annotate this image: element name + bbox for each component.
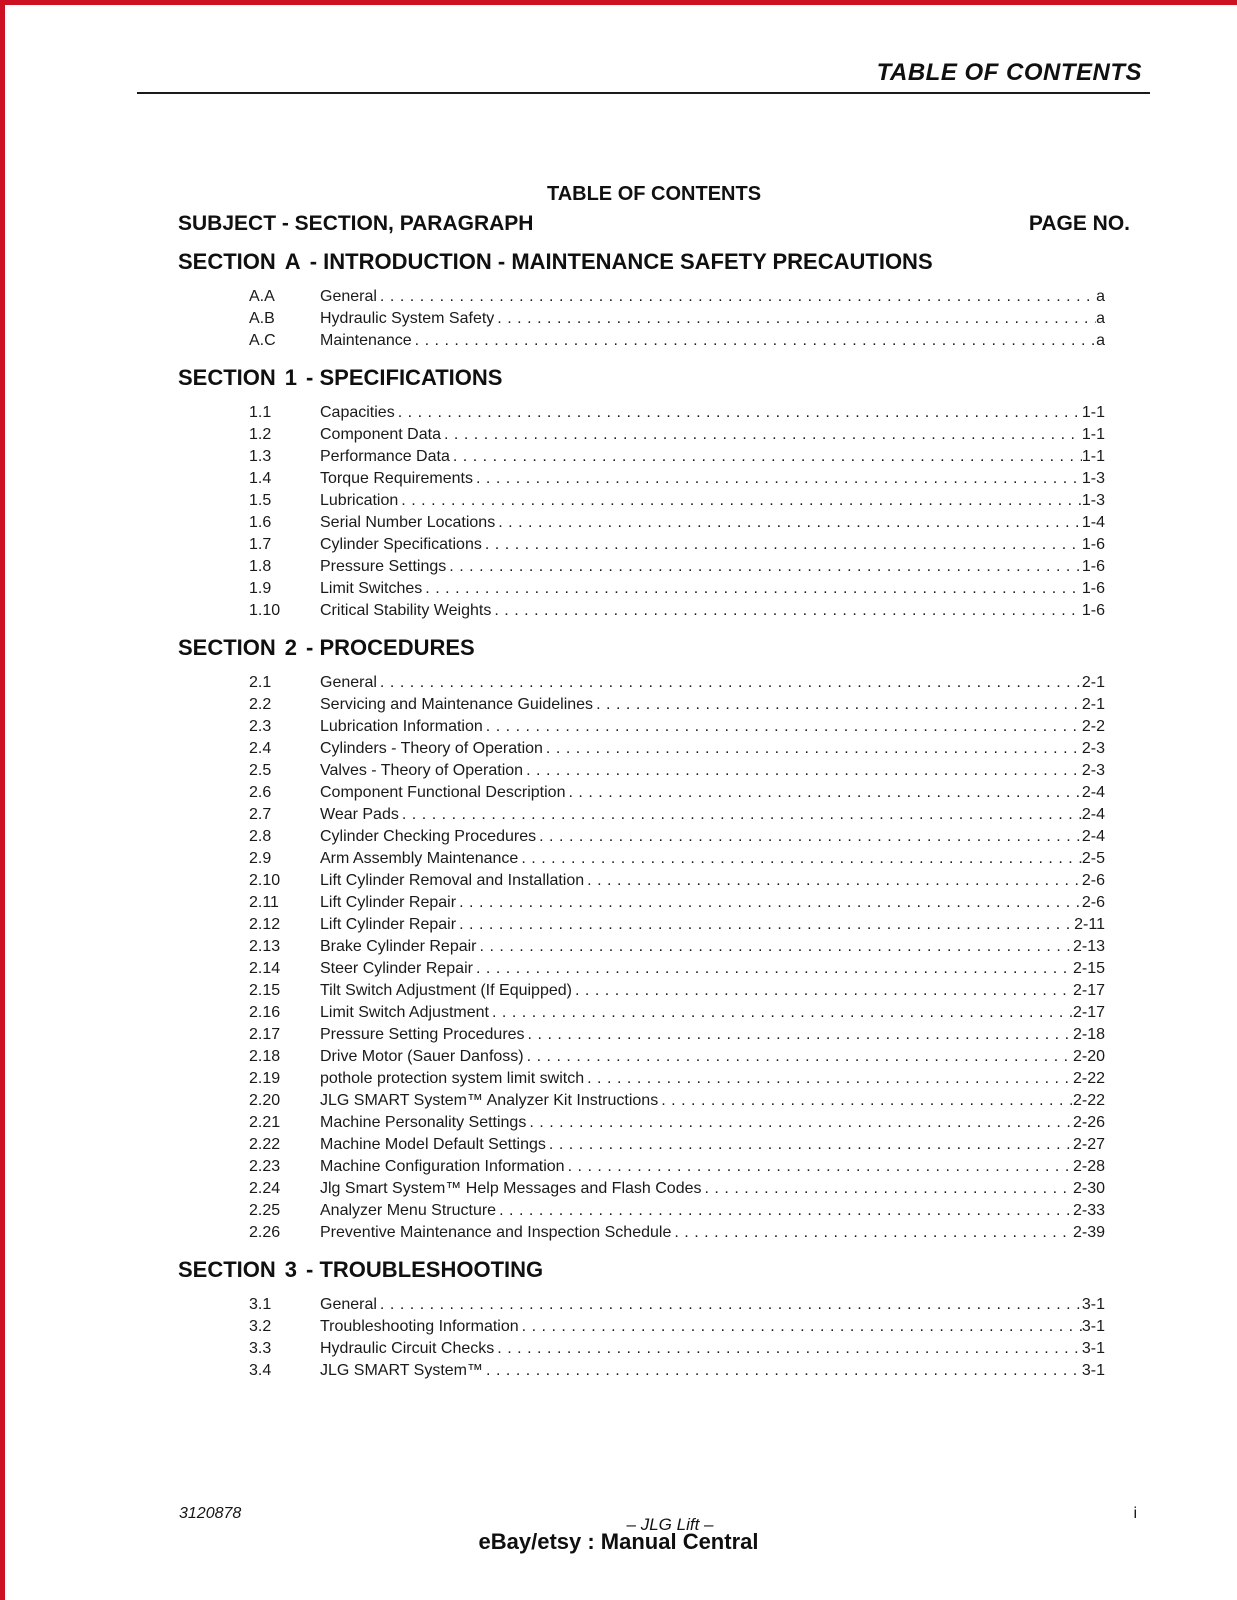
entry-page: 2-1 xyxy=(1081,674,1105,691)
entry-num: 2.12 xyxy=(249,916,281,933)
entry-num: 2.24 xyxy=(249,1180,281,1197)
toc-entry-row xyxy=(249,490,1105,512)
entry-page: 3-1 xyxy=(1081,1296,1105,1313)
entry-title: Critical Stability Weights xyxy=(320,602,492,619)
entry-dot-leader xyxy=(529,1112,1073,1134)
entry-page: a xyxy=(1096,332,1105,349)
toc-entry-row xyxy=(249,1316,1105,1338)
entry-dot-leader xyxy=(546,738,1082,760)
entry-title: Cylinder Specifications xyxy=(320,536,482,553)
entry-num: 2.1 xyxy=(249,674,272,691)
subject-column-header: SUBJECT - SECTION, PARAGRAPH xyxy=(178,212,534,235)
entry-dot-leader xyxy=(380,286,1096,308)
section-rows xyxy=(249,1294,1105,1382)
entry-dot-leader xyxy=(704,1178,1072,1200)
section-num: 1 xyxy=(284,365,298,390)
entry-num: 2.8 xyxy=(249,828,272,845)
toc-entry-row xyxy=(249,330,1105,352)
entry-dot-leader xyxy=(476,958,1073,980)
entry-dot-leader xyxy=(486,1360,1082,1382)
entry-page: 1-6 xyxy=(1081,580,1105,597)
toc-entry-row xyxy=(249,672,1105,694)
entry-title: Lubrication xyxy=(320,492,399,509)
toc-entry-row xyxy=(249,980,1105,1002)
entry-dot-leader xyxy=(522,1316,1082,1338)
toc-entry-row xyxy=(249,534,1105,556)
section-title: - TROUBLESHOOTING xyxy=(306,1257,544,1282)
doc-number: 3120878 xyxy=(179,1505,242,1522)
entry-num: 2.23 xyxy=(249,1158,281,1175)
entry-page: 2-33 xyxy=(1072,1202,1105,1219)
entry-num: 3.3 xyxy=(249,1340,272,1357)
entry-dot-leader xyxy=(486,716,1082,738)
entry-num: 1.6 xyxy=(249,514,272,531)
entry-num: 2.6 xyxy=(249,784,272,801)
entry-title: Jlg Smart System™ Help Messages and Flash Codes xyxy=(320,1180,702,1197)
scan-edge-line-left xyxy=(0,0,5,1600)
entry-page: 2-13 xyxy=(1072,938,1105,955)
section-title: - PROCEDURES xyxy=(306,635,475,660)
entry-title: Machine Model Default Settings xyxy=(320,1136,546,1153)
toc-entry-row xyxy=(249,1338,1105,1360)
toc-entry-row xyxy=(249,1360,1105,1382)
entry-num: 2.22 xyxy=(249,1136,281,1153)
toc-entry-row xyxy=(249,556,1105,578)
entry-title: Capacities xyxy=(320,404,395,421)
toc-entry-row xyxy=(249,468,1105,490)
toc-entry-row xyxy=(249,600,1105,622)
entry-num: 2.18 xyxy=(249,1048,281,1065)
toc-entry-row xyxy=(249,1090,1105,1112)
entry-num: 1.4 xyxy=(249,470,272,487)
entry-page: 2-6 xyxy=(1081,894,1105,911)
entry-num: 3.2 xyxy=(249,1318,272,1335)
section-label: SECTION xyxy=(178,635,276,660)
brand-line: – JLG Lift – xyxy=(626,1515,714,1534)
entry-num: 2.9 xyxy=(249,850,272,867)
toc-entry-row xyxy=(249,424,1105,446)
entry-page: 2-17 xyxy=(1072,1004,1105,1021)
toc-entry-row xyxy=(249,870,1105,892)
entry-page: 1-1 xyxy=(1081,448,1105,465)
entry-num: 1.7 xyxy=(249,536,272,553)
entry-page: 1-3 xyxy=(1081,492,1105,509)
entry-title: Component Functional Description xyxy=(320,784,566,801)
toc-entry-row xyxy=(249,958,1105,980)
entry-title: General xyxy=(320,288,377,305)
entry-title: Arm Assembly Maintenance xyxy=(320,850,519,867)
entry-num: 2.15 xyxy=(249,982,281,999)
toc-entry-row xyxy=(249,1222,1105,1244)
entry-page: 2-28 xyxy=(1072,1158,1105,1175)
entry-title: Cylinders - Theory of Operation xyxy=(320,740,543,757)
toc-entry-row xyxy=(249,716,1105,738)
entry-page: 3-1 xyxy=(1081,1362,1105,1379)
entry-page: 2-11 xyxy=(1074,916,1105,933)
entry-page: 2-3 xyxy=(1081,762,1105,779)
entry-dot-leader xyxy=(498,512,1082,534)
section-label: SECTION xyxy=(178,249,276,274)
entry-dot-leader xyxy=(674,1222,1073,1244)
entry-num: 2.25 xyxy=(249,1202,281,1219)
section-rows xyxy=(249,402,1105,622)
section-heading xyxy=(178,365,1105,391)
entry-page: 3-1 xyxy=(1081,1318,1105,1335)
toc-entry-row xyxy=(249,936,1105,958)
entry-dot-leader xyxy=(497,308,1096,330)
section-num: 3 xyxy=(284,1257,298,1282)
entry-num: 2.16 xyxy=(249,1004,281,1021)
toc-entry-row xyxy=(249,446,1105,468)
entry-dot-leader xyxy=(568,1156,1073,1178)
toc-entry-row xyxy=(249,694,1105,716)
entry-page: 2-39 xyxy=(1072,1224,1105,1241)
section-num: 2 xyxy=(284,635,298,660)
column-headers xyxy=(178,212,1130,236)
entry-page: 1-6 xyxy=(1081,536,1105,553)
entry-num: 2.2 xyxy=(249,696,272,713)
entry-dot-leader xyxy=(415,330,1096,352)
entry-num: 1.2 xyxy=(249,426,272,443)
entry-title: pothole protection system limit switch xyxy=(320,1070,585,1087)
entry-page: 2-17 xyxy=(1072,982,1105,999)
entry-dot-leader xyxy=(661,1090,1073,1112)
entry-page: 2-22 xyxy=(1072,1092,1105,1109)
toc-entry-row xyxy=(249,1046,1105,1068)
entry-dot-leader xyxy=(549,1134,1073,1156)
entry-title: General xyxy=(320,1296,377,1313)
entry-dot-leader xyxy=(568,782,1081,804)
entry-dot-leader xyxy=(492,1002,1073,1024)
entry-page: a xyxy=(1096,310,1105,327)
toc-entry-row xyxy=(249,1178,1105,1200)
entry-page: 2-2 xyxy=(1081,718,1105,735)
entry-page: 2-20 xyxy=(1072,1048,1105,1065)
toc-section xyxy=(178,635,1105,1244)
section-num: A xyxy=(284,249,301,274)
entry-num: 1.5 xyxy=(249,492,272,509)
entry-num: 2.11 xyxy=(249,894,279,911)
entry-dot-leader xyxy=(425,578,1082,600)
entry-num: A.B xyxy=(249,310,275,327)
entry-title: Analyzer Menu Structure xyxy=(320,1202,497,1219)
entry-num: 2.19 xyxy=(249,1070,281,1087)
toc-entry-row xyxy=(249,1156,1105,1178)
toc-entry-row xyxy=(249,1002,1105,1024)
entry-title: Valves - Theory of Operation xyxy=(320,762,524,779)
entry-num: 3.4 xyxy=(249,1362,272,1379)
entry-title: Component Data xyxy=(320,426,441,443)
section-title: - INTRODUCTION - MAINTENANCE SAFETY PRECAUTIONS xyxy=(309,249,933,274)
toc-entry-row xyxy=(249,1112,1105,1134)
entry-dot-leader xyxy=(499,1200,1073,1222)
entry-title: Machine Personality Settings xyxy=(320,1114,527,1131)
entry-dot-leader xyxy=(380,672,1082,694)
toc-section xyxy=(178,1257,1105,1382)
entry-title: Limit Switch Adjustment xyxy=(320,1004,489,1021)
entry-page: 2-26 xyxy=(1072,1114,1105,1131)
entry-page: 2-1 xyxy=(1081,696,1105,713)
entry-dot-leader xyxy=(444,424,1082,446)
toc-entry-row xyxy=(249,760,1105,782)
toc-entry-row xyxy=(249,892,1105,914)
entry-title: Tilt Switch Adjustment (If Equipped) xyxy=(320,982,572,999)
entry-page: a xyxy=(1096,288,1105,305)
entry-page: 2-4 xyxy=(1081,806,1105,823)
entry-title: Limit Switches xyxy=(320,580,423,597)
entry-dot-leader xyxy=(494,600,1082,622)
entry-title: Lubrication Information xyxy=(320,718,483,735)
entry-dot-leader xyxy=(402,804,1082,826)
entry-page: 1-1 xyxy=(1081,404,1105,421)
entry-title: Performance Data xyxy=(320,448,450,465)
entry-dot-leader xyxy=(459,892,1082,914)
entry-page: 2-18 xyxy=(1072,1026,1105,1043)
entry-title: Servicing and Maintenance Guidelines xyxy=(320,696,594,713)
entry-num: 2.4 xyxy=(249,740,272,757)
toc-section xyxy=(178,249,1105,352)
entry-dot-leader xyxy=(476,468,1082,490)
entry-page: 2-4 xyxy=(1081,784,1105,801)
entry-dot-leader xyxy=(528,1024,1073,1046)
entry-dot-leader xyxy=(527,1046,1073,1068)
entry-dot-leader xyxy=(459,914,1074,936)
entry-page: 2-15 xyxy=(1072,960,1105,977)
page-index: i xyxy=(1133,1505,1137,1522)
entry-num: 1.9 xyxy=(249,580,272,597)
entry-dot-leader xyxy=(587,870,1082,892)
entry-dot-leader xyxy=(449,556,1082,578)
entry-num: 1.10 xyxy=(249,602,281,619)
watermark: eBay/etsy : Manual Central xyxy=(478,1529,759,1554)
entry-page: 2-22 xyxy=(1072,1070,1105,1087)
entry-num: 2.7 xyxy=(249,806,272,823)
entry-num: 2.5 xyxy=(249,762,272,779)
entry-num: 2.17 xyxy=(249,1026,281,1043)
toc-entry-row xyxy=(249,1134,1105,1156)
entry-dot-leader xyxy=(398,402,1082,424)
toc-entry-row xyxy=(249,512,1105,534)
toc-entry-row xyxy=(249,914,1105,936)
entry-dot-leader xyxy=(480,936,1073,958)
entry-title: JLG SMART System™ Analyzer Kit Instructions xyxy=(320,1092,659,1109)
toc-entry-row xyxy=(249,1068,1105,1090)
entry-dot-leader xyxy=(575,980,1073,1002)
entry-num: A.A xyxy=(249,288,275,305)
entry-num: 2.21 xyxy=(249,1114,281,1131)
entry-title: Troubleshooting Information xyxy=(320,1318,519,1335)
toc-entry-row xyxy=(249,1200,1105,1222)
entry-num: 1.8 xyxy=(249,558,272,575)
entry-dot-leader xyxy=(401,490,1082,512)
section-rows xyxy=(249,286,1105,352)
toc-entry-row xyxy=(249,1294,1105,1316)
entry-title: Wear Pads xyxy=(320,806,399,823)
entry-title: Drive Motor (Sauer Danfoss) xyxy=(320,1048,524,1065)
entry-page: 2-5 xyxy=(1081,850,1105,867)
entry-page: 3-1 xyxy=(1081,1340,1105,1357)
toc-entry-row xyxy=(249,848,1105,870)
toc-entry-row xyxy=(249,782,1105,804)
entry-page: 2-6 xyxy=(1081,872,1105,889)
entry-num: 1.1 xyxy=(249,404,272,421)
entry-title: Cylinder Checking Procedures xyxy=(320,828,537,845)
entry-title: Torque Requirements xyxy=(320,470,473,487)
section-heading xyxy=(178,249,1105,275)
entry-num: A.C xyxy=(249,332,276,349)
entry-dot-leader xyxy=(526,760,1082,782)
entry-page: 2-4 xyxy=(1081,828,1105,845)
entry-title: Serial Number Locations xyxy=(320,514,496,531)
section-rows xyxy=(249,672,1105,1244)
toc-entry-row xyxy=(249,1024,1105,1046)
header-rule xyxy=(137,92,1150,94)
toc-entry-row xyxy=(249,578,1105,600)
toc-entry-row xyxy=(249,826,1105,848)
entry-dot-leader xyxy=(587,1068,1073,1090)
entry-title: JLG SMART System™ xyxy=(320,1362,483,1379)
entry-dot-leader xyxy=(539,826,1082,848)
section-title: - SPECIFICATIONS xyxy=(306,365,503,390)
entry-title: Maintenance xyxy=(320,332,412,349)
entry-title: Hydraulic Circuit Checks xyxy=(320,1340,495,1357)
entry-page: 2-30 xyxy=(1072,1180,1105,1197)
entry-title: Hydraulic System Safety xyxy=(320,310,495,327)
page-no-column-header: PAGE NO. xyxy=(1028,212,1130,235)
entry-title: Brake Cylinder Repair xyxy=(320,938,477,955)
entry-dot-leader xyxy=(596,694,1082,716)
toc-entry-row xyxy=(249,402,1105,424)
toc-entry-row xyxy=(249,804,1105,826)
entry-num: 2.26 xyxy=(249,1224,281,1241)
entry-page: 1-6 xyxy=(1081,558,1105,575)
toc-body xyxy=(178,249,1105,1382)
entry-title: Lift Cylinder Repair xyxy=(320,894,457,911)
entry-num: 1.3 xyxy=(249,448,272,465)
entry-page: 1-6 xyxy=(1081,602,1105,619)
toc-entry-row xyxy=(249,738,1105,760)
entry-title: Lift Cylinder Removal and Installation xyxy=(320,872,585,889)
entry-num: 2.10 xyxy=(249,872,281,889)
entry-dot-leader xyxy=(497,1338,1082,1360)
toc-entry-row xyxy=(249,308,1105,330)
entry-dot-leader xyxy=(453,446,1082,468)
entry-num: 3.1 xyxy=(249,1296,272,1313)
section-label: SECTION xyxy=(178,365,276,390)
entry-title: General xyxy=(320,674,377,691)
entry-page: 2-27 xyxy=(1072,1136,1105,1153)
entry-title: Machine Configuration Information xyxy=(320,1158,565,1175)
entry-title: Pressure Setting Procedures xyxy=(320,1026,525,1043)
section-label: SECTION xyxy=(178,1257,276,1282)
entry-num: 2.20 xyxy=(249,1092,281,1109)
entry-num: 2.13 xyxy=(249,938,281,955)
entry-title: Steer Cylinder Repair xyxy=(320,960,473,977)
entry-dot-leader xyxy=(521,848,1082,870)
entry-title: Pressure Settings xyxy=(320,558,447,575)
entry-dot-leader xyxy=(380,1294,1082,1316)
entry-dot-leader xyxy=(485,534,1082,556)
entry-num: 2.3 xyxy=(249,718,272,735)
entry-title: Preventive Maintenance and Inspection Schedule xyxy=(320,1224,672,1241)
section-heading xyxy=(178,635,1105,661)
page-title: TABLE OF CONTENTS xyxy=(546,183,762,205)
section-heading xyxy=(178,1257,1105,1283)
toc-section xyxy=(178,365,1105,622)
entry-num: 2.14 xyxy=(249,960,281,977)
entry-page: 2-3 xyxy=(1081,740,1105,757)
entry-page: 1-3 xyxy=(1081,470,1105,487)
toc-entry-row xyxy=(249,286,1105,308)
entry-page: 1-4 xyxy=(1081,514,1105,531)
scan-edge-line-top xyxy=(0,0,1237,5)
running-header: TABLE OF CONTENTS xyxy=(876,59,1142,86)
entry-page: 1-1 xyxy=(1081,426,1105,443)
entry-title: Lift Cylinder Repair xyxy=(320,916,457,933)
